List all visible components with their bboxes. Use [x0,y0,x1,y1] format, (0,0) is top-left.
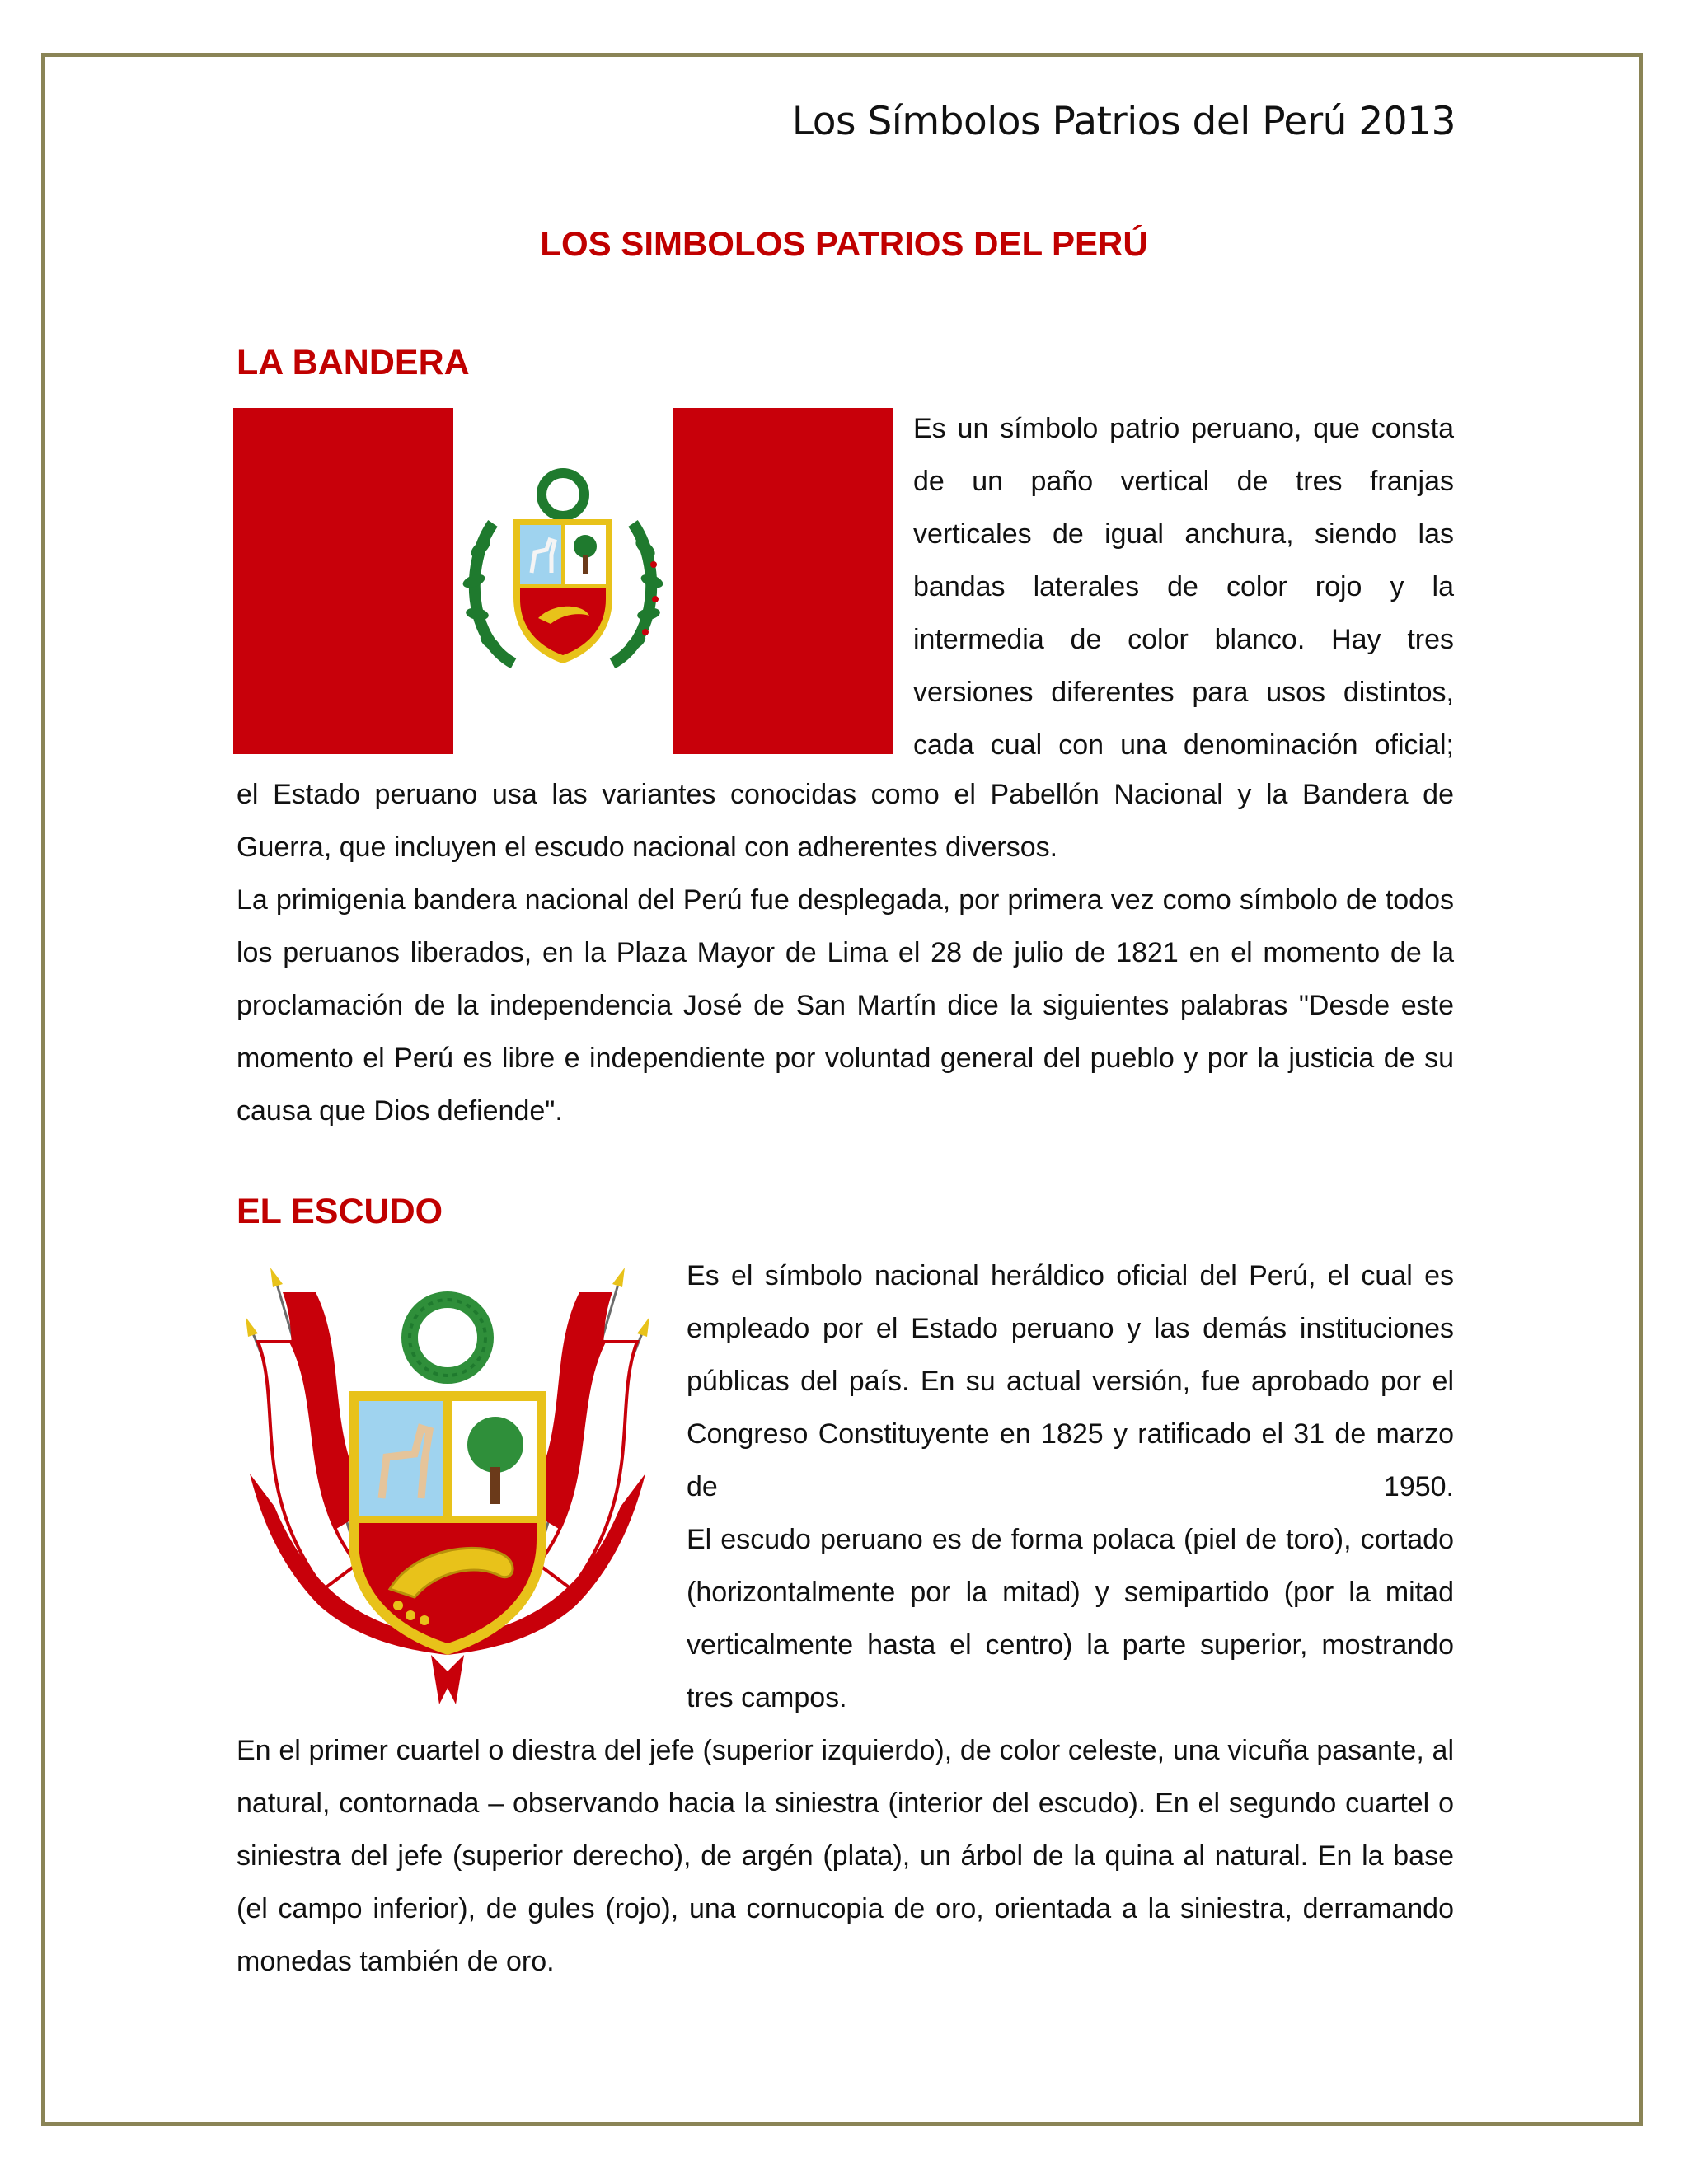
section-heading-bandera: LA BANDERA [237,343,470,382]
running-header: Los Símbolos Patrios del Perú 2013 [791,99,1456,144]
escudo-paragraph-3: En el primer cuartel o diestra del jefe (superior izquierdo), de color celeste, una vicuña pasante, al natural, contornada – observando hacia la siniestra (interior del escudo). En el segundo cuartel o siniestra del jefe (superior derecho), de argén (plata), un árbol de la quina al natural. En la base (el campo inferior), de gules (rojo), una cornucopia de oro, orientada a la siniestra, derramando monedas también de oro. [237,1735,1454,1977]
bandera-paragraph-2: La primigenia bandera nacional del Perú fue desplegada, por primera vez como símbolo de todos los peruanos liberados, en la Plaza Mayor de Lima el 28 de julio de 1821 en el momento de la proclamación de la independencia José de San Martín dice la siguientes palabras "Desde este momento el Perú es libre e independiente por voluntad general del pueblo y por la justicia de su causa que Dios defiende". [237,884,1454,1127]
document-title: LOS SIMBOLOS PATRIOS DEL PERÚ [540,224,1148,263]
bandera-paragraph-1-wrap: Es un símbolo patrio peruano, que consta de un paño vertical de tres franjas verticales de igual anchura, siendo las bandas laterales de color rojo y la intermedia de color blanco. Hay tres versiones diferentes para usos distintos, cada cual con una denominación oficial; [913,413,1454,761]
bandera-paragraph-1-continued: el Estado peruano usa las variantes conocidas como el Pabellón Nacional y la Bandera de Guerra, que incluyen el escudo nacional con adherentes diversos. [237,779,1454,863]
escudo-paragraph-2: El escudo peruano es de forma polaca (piel de toro), cortado (horizontalmente por la mitad) y semipartido (por la mitad verticalmente hasta el centro) la parte superior, mostrando tres campos. [687,1524,1454,1713]
peru-flag-icon [233,408,893,754]
section-heading-escudo: EL ESCUDO [237,1192,443,1231]
coat-of-arms-icon [233,1259,662,1721]
escudo-paragraph-1: Es el símbolo nacional heráldico oficial del Perú, el cual es empleado por el Estado peruano y las demás instituciones públicas del país. En su actual versión, fue aprobado por el Congreso Constituyente en 1825 y ratificado el 31 de marzo de 1950. [687,1260,1454,1502]
